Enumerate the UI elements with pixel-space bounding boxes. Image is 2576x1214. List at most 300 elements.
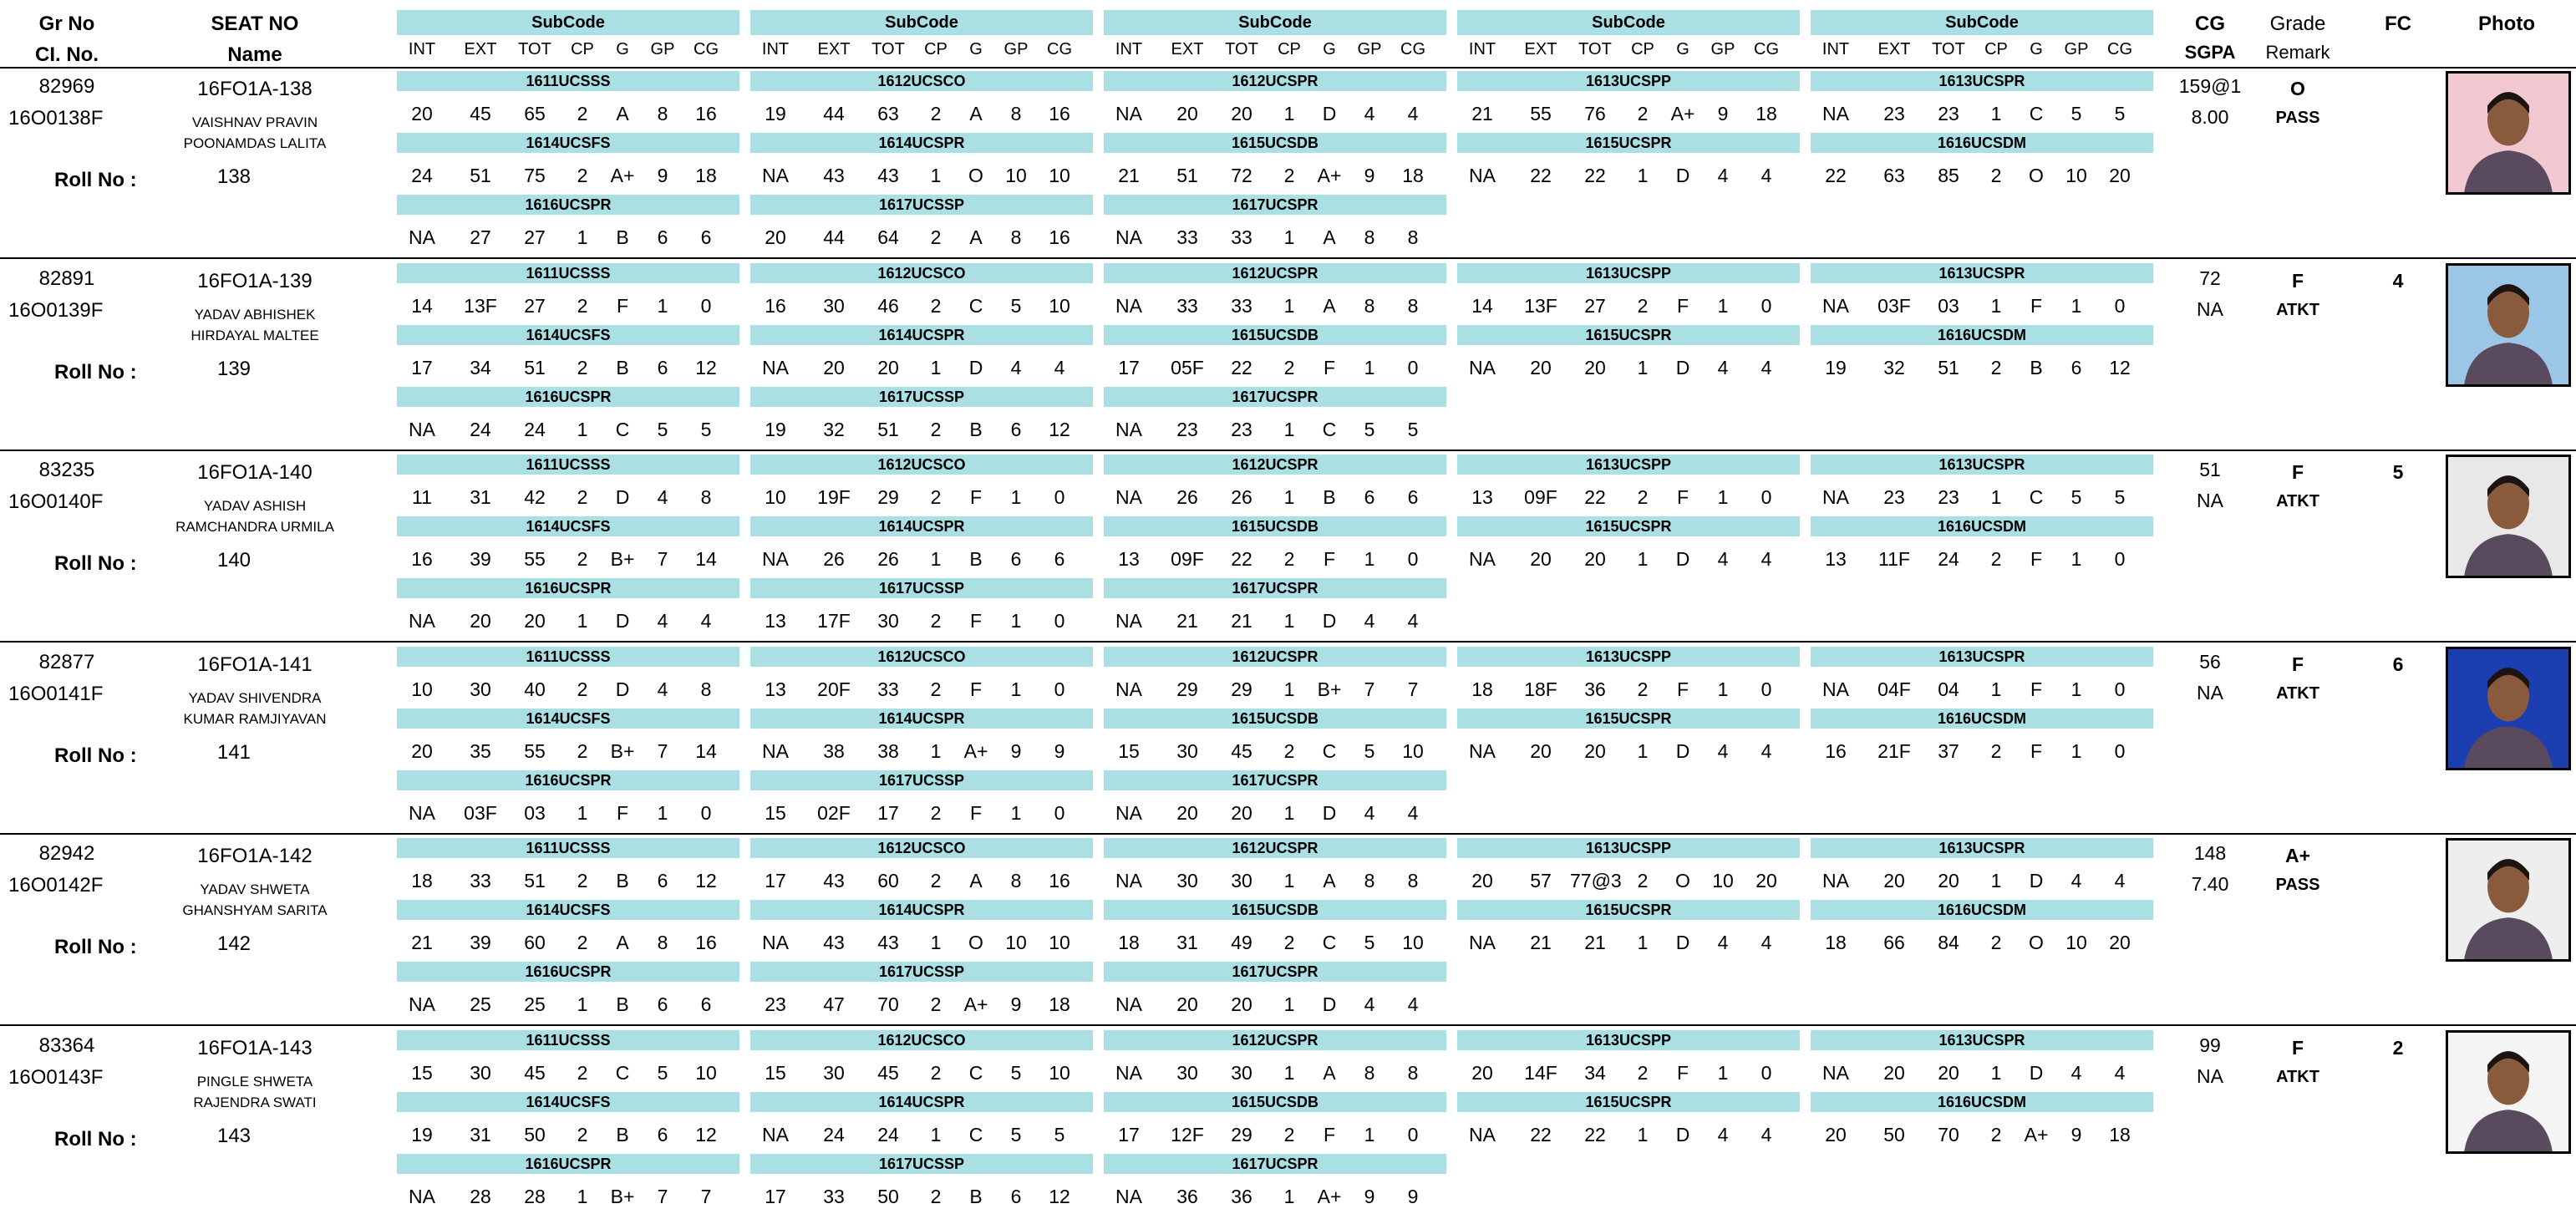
remark-value: ATKT <box>2276 1067 2319 1086</box>
mark-cell: 43 <box>823 165 845 186</box>
mark-cell: NA <box>1469 356 1496 378</box>
student-name-line2: HIRDAYAL MALTEE <box>191 327 319 343</box>
mark-cell: 0 <box>1761 1061 1772 1084</box>
mark-cell: 14 <box>411 294 433 317</box>
subject-code-band: 1615UCSDB <box>1104 325 1446 345</box>
mark-cell: 44 <box>823 103 845 124</box>
subject-code-band: 1611UCSSS <box>397 647 739 667</box>
subject-code-band: 1615UCSPR <box>1457 900 1800 920</box>
mark-cell: D <box>615 486 630 508</box>
mark-cell: 4 <box>700 610 712 632</box>
mark-cell: 7 <box>657 548 668 570</box>
mark-cell: 10 <box>1402 739 1424 762</box>
mark-cell: 7 <box>657 1185 668 1207</box>
mark-cell: 10 <box>765 486 786 508</box>
mark-cell: 51 <box>524 356 546 378</box>
mark-cell: 1 <box>1283 870 1295 891</box>
mark-cell: 57 <box>1530 870 1552 891</box>
mark-cell: 18 <box>1049 993 1070 1015</box>
subject-code-band: 1614UCSFS <box>397 1092 739 1112</box>
mark-cell: 20 <box>411 739 433 762</box>
mark-cell: 1 <box>577 801 588 824</box>
mark-cell: 20 <box>1176 103 1198 124</box>
roll-label: Roll No : <box>54 360 137 384</box>
mark-cell: NA <box>762 932 789 953</box>
mark-cell: 27 <box>524 226 546 248</box>
student-separator <box>0 257 2576 259</box>
mark-cell: 8 <box>1364 870 1375 891</box>
sgpa-value: NA <box>2197 1064 2223 1087</box>
mark-cell: 0 <box>1407 548 1419 570</box>
mark-cell: NA <box>1822 486 1849 508</box>
mark-cell: 30 <box>1231 1061 1252 1084</box>
mark-cell: D <box>1322 103 1337 124</box>
sgpa-value: NA <box>2197 681 2223 704</box>
column-header-ext: EXT <box>1171 40 1204 58</box>
mark-cell: 14 <box>695 739 717 762</box>
mark-cell: 22 <box>1584 1123 1606 1145</box>
mark-cell: 2 <box>577 1061 588 1084</box>
student-separator <box>0 641 2576 643</box>
mark-cell: 10 <box>1712 870 1734 891</box>
mark-cell: 12 <box>1049 1185 1070 1207</box>
mark-cell: 27 <box>1584 294 1606 317</box>
sgpa-value: NA <box>2197 297 2223 320</box>
mark-cell: C <box>615 418 630 440</box>
mark-cell: F <box>2030 739 2043 762</box>
mark-cell: NA <box>1822 678 1849 700</box>
roll-number: 138 <box>216 165 252 188</box>
mark-cell: 2 <box>930 103 942 124</box>
mark-cell: 2 <box>930 486 942 508</box>
mark-cell: 1 <box>1010 486 1022 508</box>
header-fc: FC <box>2385 13 2411 35</box>
mark-cell: 16 <box>695 932 717 953</box>
subject-code-band: 1616UCSDM <box>1811 709 2153 729</box>
mark-cell: A <box>969 870 983 891</box>
mark-cell: 10 <box>1049 165 1070 186</box>
mark-cell: 10 <box>695 1061 717 1084</box>
mark-cell: 0 <box>1761 486 1772 508</box>
mark-cell: NA <box>1822 294 1849 317</box>
mark-cell: 33 <box>1176 294 1198 317</box>
remark-value: ATKT <box>2276 300 2319 319</box>
mark-cell: 5 <box>700 418 712 440</box>
mark-cell: F <box>1323 1123 1336 1145</box>
mark-cell: B+ <box>610 739 635 762</box>
mark-cell: 5 <box>1010 294 1022 317</box>
mark-cell: NA <box>1115 103 1142 124</box>
mark-cell: 1 <box>1010 678 1022 700</box>
mark-cell: 8 <box>657 103 668 124</box>
mark-cell: 22 <box>1584 486 1606 508</box>
mark-cell: 65 <box>524 103 546 124</box>
mark-cell: 17 <box>1118 1123 1140 1145</box>
sgpa-value: 7.40 <box>2191 873 2229 895</box>
mark-cell: 6 <box>1010 1185 1022 1207</box>
mark-cell: 1 <box>577 993 588 1015</box>
mark-cell: 1 <box>1717 294 1729 317</box>
mark-cell: 30 <box>470 1061 491 1084</box>
mark-cell: 39 <box>470 932 491 953</box>
mark-cell: 8 <box>700 486 712 508</box>
subject-code-band: 1613UCSPP <box>1457 455 1800 475</box>
sgpa-value: NA <box>2197 490 2223 511</box>
mark-cell: 2 <box>1637 294 1649 317</box>
mark-cell: 30 <box>823 294 845 317</box>
mark-cell: NA <box>1115 486 1142 508</box>
mark-cell: 9 <box>1407 1185 1419 1207</box>
mark-cell: 22 <box>1530 1123 1552 1145</box>
student-name-line2: GHANSHYAM SARITA <box>182 902 328 918</box>
subject-code-band: 1614UCSPR <box>750 325 1093 345</box>
mark-cell: 21 <box>1530 932 1552 953</box>
class-number: 16O0143F <box>8 1065 104 1089</box>
mark-cell: NA <box>762 739 789 762</box>
mark-cell: F <box>2030 294 2043 317</box>
mark-cell: 45 <box>470 103 491 124</box>
column-header-tot: TOT <box>1932 40 1965 58</box>
mark-cell: B+ <box>610 548 635 570</box>
mark-cell: 4 <box>1761 739 1772 762</box>
mark-cell: 35 <box>470 739 491 762</box>
subject-code-band: 1611UCSSS <box>397 71 739 91</box>
subject-code-band: 1615UCSDB <box>1104 516 1446 536</box>
class-number: 16O0140F <box>8 490 104 513</box>
mark-cell: 33 <box>823 1185 845 1207</box>
student-name-line1: VAISHNAV PRAVIN <box>191 114 318 130</box>
mark-cell: 63 <box>1883 165 1905 186</box>
mark-cell: 20 <box>411 103 433 124</box>
mark-cell: 2 <box>930 678 942 700</box>
mark-cell: 43 <box>877 165 899 186</box>
mark-cell: 33 <box>1176 226 1198 248</box>
mark-cell: 70 <box>1938 1123 1959 1145</box>
column-header-gp: GP <box>1710 40 1735 58</box>
mark-cell: 7 <box>1407 678 1419 700</box>
student-photo <box>2446 71 2571 195</box>
mark-cell: 13F <box>464 294 497 317</box>
mark-cell: 1 <box>577 610 588 632</box>
mark-cell: 20 <box>765 226 786 248</box>
mark-cell: 2 <box>577 932 588 953</box>
mark-cell: B <box>969 548 983 570</box>
mark-cell: 1 <box>1283 486 1295 508</box>
mark-cell: 21 <box>1176 610 1198 632</box>
mark-cell: D <box>2029 870 2044 891</box>
mark-cell: 16 <box>411 548 433 570</box>
mark-cell: 2 <box>577 870 588 891</box>
gr-number: 83235 <box>38 459 95 481</box>
subject-code-band: 1615UCSDB <box>1104 133 1446 153</box>
mark-cell: 1 <box>930 739 942 762</box>
subject-code-band: 1616UCSPR <box>397 1154 739 1174</box>
gr-number: 82969 <box>38 75 95 98</box>
mark-cell: 2 <box>577 486 588 508</box>
student-separator <box>0 833 2576 835</box>
mark-cell: 43 <box>823 870 845 891</box>
column-header-cp: CP <box>571 40 594 58</box>
mark-cell: 12 <box>695 356 717 378</box>
mark-cell: 45 <box>524 1061 546 1084</box>
header-remark: Remark <box>2265 42 2330 63</box>
mark-cell: 2 <box>577 678 588 700</box>
roll-label: Roll No : <box>54 936 137 958</box>
mark-cell: 33 <box>1231 226 1252 248</box>
mark-cell: 21 <box>1584 932 1606 953</box>
mark-cell: 20 <box>1883 870 1905 891</box>
mark-cell: NA <box>1115 294 1142 317</box>
mark-cell: B <box>2030 356 2043 378</box>
mark-cell: 5 <box>2070 486 2082 508</box>
mark-cell: 30 <box>1176 739 1198 762</box>
mark-cell: 12 <box>695 1123 717 1145</box>
mark-cell: 18 <box>411 870 433 891</box>
mark-cell: 0 <box>1761 678 1772 700</box>
mark-cell: 8 <box>1407 1061 1419 1084</box>
mark-cell: 0 <box>1407 356 1419 378</box>
mark-cell: 39 <box>470 548 491 570</box>
mark-cell: 0 <box>2114 548 2126 570</box>
mark-cell: 1 <box>1283 1061 1295 1084</box>
mark-cell: 2 <box>930 870 942 891</box>
mark-cell: 12 <box>2109 356 2131 378</box>
mark-cell: C <box>968 294 983 317</box>
mark-cell: 8 <box>700 678 712 700</box>
mark-cell: B <box>616 1123 629 1145</box>
mark-cell: O <box>968 932 983 953</box>
mark-cell: 1 <box>1364 1123 1375 1145</box>
mark-cell: 20 <box>1471 1061 1493 1084</box>
mark-cell: 1 <box>1283 294 1295 317</box>
mark-cell: 21 <box>411 932 433 953</box>
column-header-int: INT <box>1468 40 1496 58</box>
subject-code-band: 1616UCSDM <box>1811 1092 2153 1112</box>
roll-number: 140 <box>216 549 252 571</box>
student-photo <box>2446 1030 2571 1154</box>
mark-cell: 21 <box>1471 103 1493 124</box>
mark-cell: 76 <box>1584 103 1606 124</box>
mark-cell: 60 <box>877 870 899 891</box>
mark-cell: 20 <box>2109 165 2131 186</box>
mark-cell: 24 <box>877 1123 899 1145</box>
mark-cell: 8 <box>657 932 668 953</box>
mark-cell: 24 <box>524 418 546 440</box>
column-header-int: INT <box>761 40 790 58</box>
mark-cell: 18 <box>1755 103 1777 124</box>
mark-cell: 17 <box>1118 356 1140 378</box>
grade-value: F <box>2291 1036 2304 1059</box>
column-header-g: G <box>616 40 629 58</box>
mark-cell: A+ <box>2024 1123 2049 1145</box>
mark-cell: 10 <box>1049 1061 1070 1084</box>
subject-code-band: 1616UCSPR <box>397 195 739 215</box>
mark-cell: 24 <box>823 1123 845 1145</box>
mark-cell: 1 <box>577 418 588 440</box>
mark-cell: F <box>616 294 629 317</box>
mark-cell: 12 <box>1049 418 1070 440</box>
mark-cell: B <box>616 226 629 248</box>
mark-cell: 9 <box>1010 993 1022 1015</box>
subject-code-band: 1615UCSDB <box>1104 1092 1446 1112</box>
subject-code-band: 1617UCSPR <box>1104 195 1446 215</box>
mark-cell: 5 <box>1010 1061 1022 1084</box>
column-header-g: G <box>2030 40 2043 58</box>
subcode-header-band: SubCode <box>397 10 739 35</box>
mark-cell: 6 <box>700 226 712 248</box>
mark-cell: 1 <box>1637 1123 1649 1145</box>
mark-cell: 4 <box>1054 356 1065 378</box>
mark-cell: 26 <box>877 548 899 570</box>
column-header-tot: TOT <box>1578 40 1612 58</box>
mark-cell: 1 <box>1364 548 1375 570</box>
subject-code-band: 1612UCSCO <box>750 71 1093 91</box>
mark-cell: 1 <box>657 294 668 317</box>
student-separator <box>0 1024 2576 1026</box>
mark-cell: 0 <box>2114 739 2126 762</box>
mark-cell: 2 <box>577 739 588 762</box>
mark-cell: 8 <box>1407 226 1419 248</box>
subject-code-band: 1613UCSPP <box>1457 647 1800 667</box>
mark-cell: 03F <box>1877 294 1911 317</box>
mark-cell: A+ <box>1670 103 1695 124</box>
mark-cell: F <box>969 610 983 632</box>
mark-cell: 1 <box>930 356 942 378</box>
column-header-int: INT <box>408 40 436 58</box>
mark-cell: 2 <box>1990 739 2002 762</box>
seat-number: 16FO1A-139 <box>197 269 312 292</box>
subject-code-band: 1613UCSPP <box>1457 263 1800 283</box>
mark-cell: 9 <box>1717 103 1729 124</box>
student-photo <box>2446 263 2571 387</box>
mark-cell: 1 <box>1283 678 1295 700</box>
mark-cell: 10 <box>1402 932 1424 953</box>
mark-cell: 50 <box>524 1123 546 1145</box>
mark-cell: 4 <box>2070 1061 2082 1084</box>
mark-cell: 4 <box>1407 610 1419 632</box>
mark-cell: A+ <box>963 993 988 1015</box>
mark-cell: 25 <box>470 993 491 1015</box>
subject-code-band: 1616UCSPR <box>397 770 739 790</box>
mark-cell: 2 <box>1637 1061 1649 1084</box>
mark-cell: NA <box>409 226 435 248</box>
mark-cell: 8 <box>1364 226 1375 248</box>
mark-cell: 4 <box>1761 1123 1772 1145</box>
mark-cell: 85 <box>1938 165 1959 186</box>
mark-cell: 51 <box>1176 165 1198 186</box>
mark-cell: 20 <box>1231 801 1252 824</box>
mark-cell: 1 <box>1990 678 2002 700</box>
mark-cell: NA <box>409 610 435 632</box>
mark-cell: 1 <box>1283 610 1295 632</box>
mark-cell: A <box>969 103 983 124</box>
subject-code-band: 1612UCSCO <box>750 838 1093 858</box>
header-photo: Photo <box>2478 13 2535 35</box>
mark-cell: 13 <box>765 678 786 700</box>
header-grno: Gr No <box>38 13 95 35</box>
subcode-header-band: SubCode <box>1104 10 1446 35</box>
mark-cell: 34 <box>1584 1061 1606 1084</box>
mark-cell: NA <box>1115 870 1142 891</box>
student-photo <box>2446 838 2571 962</box>
student-name-line1: YADAV ABHISHEK <box>194 306 316 323</box>
mark-cell: 22 <box>1825 165 1847 186</box>
mark-cell: 16 <box>695 103 717 124</box>
mark-cell: B <box>616 993 629 1015</box>
mark-cell: 31 <box>470 1123 491 1145</box>
mark-cell: 17 <box>411 356 433 378</box>
mark-cell: 20 <box>877 356 899 378</box>
mark-cell: 4 <box>1407 801 1419 824</box>
mark-cell: 20 <box>1755 870 1777 891</box>
header-grade: Grade <box>2269 13 2326 35</box>
mark-cell: 26 <box>1176 486 1198 508</box>
mark-cell: 1 <box>1010 801 1022 824</box>
mark-cell: 32 <box>1883 356 1905 378</box>
mark-cell: 2 <box>1283 739 1295 762</box>
mark-cell: F <box>2030 548 2043 570</box>
subject-code-band: 1617UCSSP <box>750 387 1093 407</box>
mark-cell: D <box>1322 610 1337 632</box>
mark-cell: 4 <box>657 486 668 508</box>
mark-cell: 7 <box>657 739 668 762</box>
subject-code-band: 1612UCSPR <box>1104 455 1446 475</box>
mark-cell: C <box>2029 103 2044 124</box>
mark-cell: NA <box>1822 870 1849 891</box>
subject-code-band: 1617UCSPR <box>1104 578 1446 598</box>
mark-cell: F <box>969 801 983 824</box>
mark-cell: 2 <box>1990 1123 2002 1145</box>
header-cg: CG <box>2195 13 2225 35</box>
mark-cell: 6 <box>657 1123 668 1145</box>
subject-code-band: 1611UCSSS <box>397 263 739 283</box>
mark-cell: 5 <box>1364 739 1375 762</box>
mark-cell: NA <box>409 993 435 1015</box>
subject-code-band: 1616UCSPR <box>397 387 739 407</box>
mark-cell: 1 <box>1637 932 1649 953</box>
column-header-gp: GP <box>650 40 675 58</box>
subject-code-band: 1614UCSFS <box>397 900 739 920</box>
subject-code-band: 1613UCSPR <box>1811 647 2153 667</box>
mark-cell: 20 <box>1825 1123 1847 1145</box>
mark-cell: 8 <box>1407 294 1419 317</box>
column-header-g: G <box>1323 40 1336 58</box>
mark-cell: 1 <box>1283 1185 1295 1207</box>
mark-cell: F <box>969 678 983 700</box>
mark-cell: 5 <box>1010 1123 1022 1145</box>
mark-cell: 21F <box>1877 739 1911 762</box>
mark-cell: B <box>616 356 629 378</box>
mark-cell: 1 <box>1717 678 1729 700</box>
subject-code-band: 1612UCSCO <box>750 263 1093 283</box>
student-name-line1: PINGLE SHWETA <box>196 1073 313 1090</box>
mark-cell: A+ <box>1317 165 1342 186</box>
mark-cell: F <box>1323 548 1336 570</box>
subject-code-band: 1614UCSFS <box>397 133 739 153</box>
mark-cell: 22 <box>1584 165 1606 186</box>
column-header-ext: EXT <box>1524 40 1557 58</box>
header-sgpa: SGPA <box>2184 42 2236 63</box>
mark-cell: 15 <box>765 801 786 824</box>
mark-cell: 19 <box>411 1123 433 1145</box>
mark-cell: 2 <box>577 165 588 186</box>
mark-cell: 4 <box>1717 932 1729 953</box>
mark-cell: 1 <box>1990 1061 2002 1084</box>
roll-number: 142 <box>216 932 252 955</box>
cg-value: 148 <box>2193 842 2227 864</box>
mark-cell: 09F <box>1524 486 1557 508</box>
mark-cell: 20 <box>1176 993 1198 1015</box>
